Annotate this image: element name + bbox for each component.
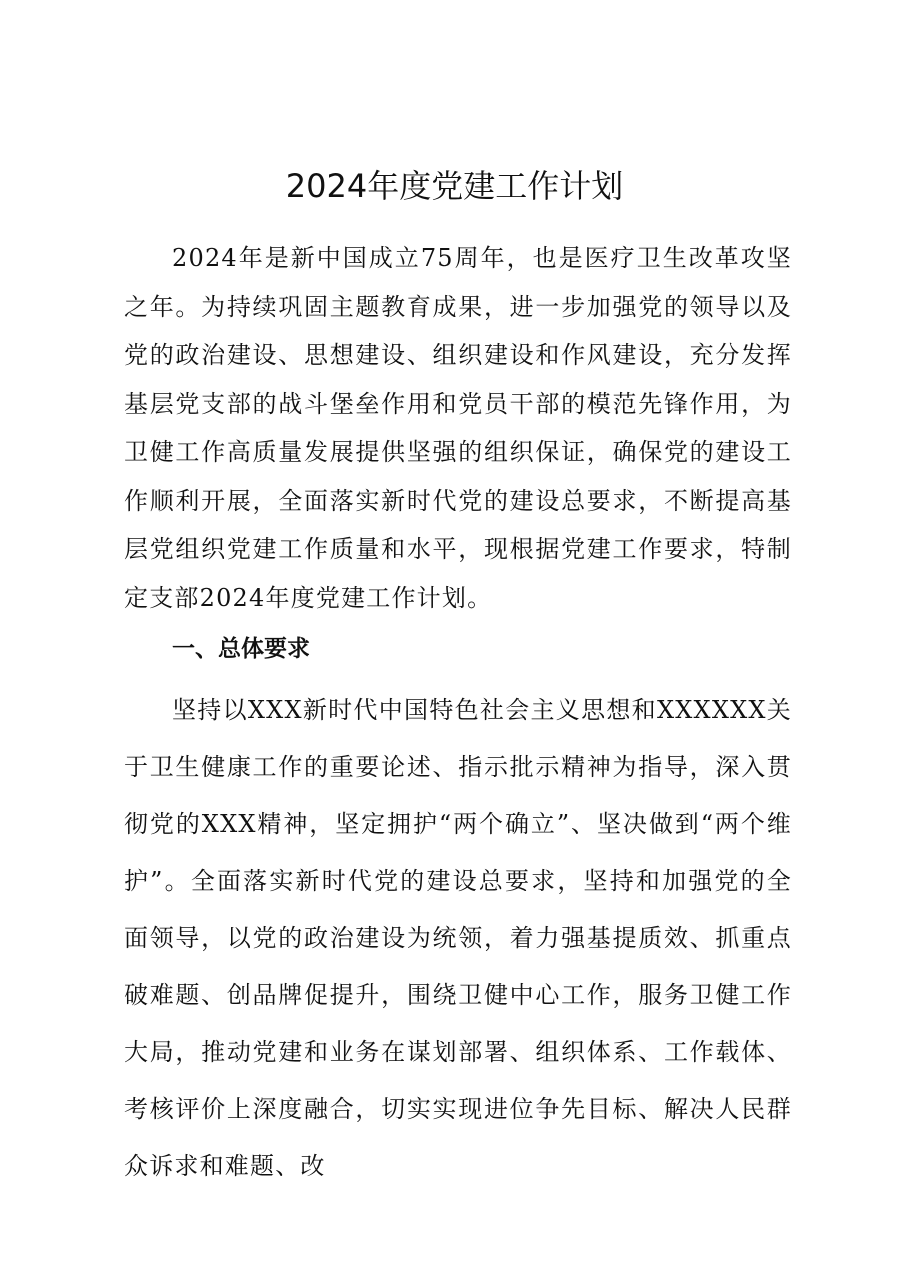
section-paragraph-overall-requirements: 坚持以XXX新时代中国特色社会主义思想和XXXXXX关于卫生健康工作的重要论述、指示批示精神为指导，深入贯彻党的XXX精神，坚定拥护“两个确立”、坚决做到“两个维护”。全面落实新时代党的建设总要求，坚持和加强党的全面领导，以党的政治建设为统领，着力强基提质效、抓重点破难题、创品牌促提升，围绕卫健中心工作，服务卫健工作大局，推动党建和业务在谋划部署、组织体系、工作载体、考核评价上深度融合，切实实现进位争先目标、解决人民群众诉求和难题、改: [124, 696, 792, 1180]
section-heading-overall-requirements: 一、总体要求: [172, 636, 310, 662]
document-title: 2024年度党建工作计划: [285, 167, 624, 205]
intro-paragraph: 2024年是新中国成立75周年，也是医疗卫生改革攻坚之年。为持续巩固主题教育成果，进一步加强党的领导以及党的政治建设、思想建设、组织建设和作风建设，充分发挥基层党支部的战斗堡垒作用和党员干部的模范先锋作用，为卫健工作高质量发展提供坚强的组织保证，确保党的建设工作顺利开展，全面落实新时代党的建设总要求，不断提高基层党组织党建工作质量和水平，现根据党建工作要求，特制定支部2024年度党建工作计划。: [124, 244, 792, 612]
